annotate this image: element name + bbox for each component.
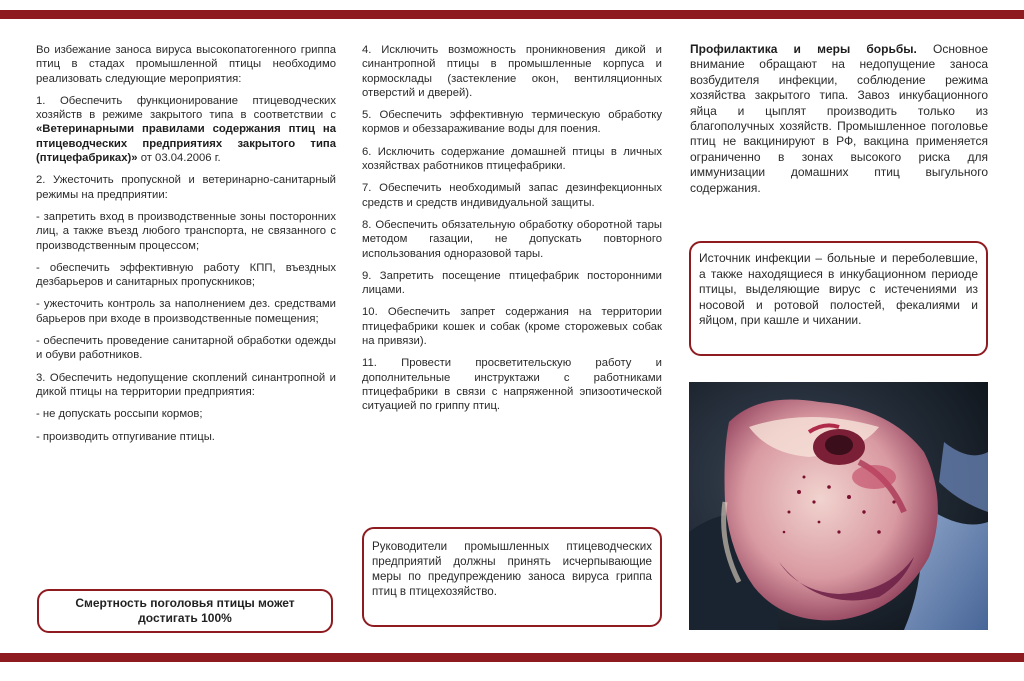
measure-item-2d: - обеспечить проведение санитарной обработки одежды и обуви работников.: [36, 335, 336, 362]
measure-item-9: 9. Запретить посещение птицефабрик посторонними лицами.: [362, 269, 662, 297]
mortality-callout-text: Смертность поголовья птицы может достигать 100%: [75, 596, 295, 625]
measure-item-2: 2. Ужесточить пропускной и ветеринарно-санитарный режимы на предприятии:: [36, 174, 336, 201]
measure-item-6: 6. Исключить содержание домашней птицы в личных хозяйствах работников птицефабрики.: [362, 145, 662, 173]
measure-item-8: 8. Обеспечить обязательную обработку оборотной тары методом газации, не допускать повторного использования одноразовой тары.: [362, 218, 662, 260]
photo-illustration: [689, 382, 988, 630]
column-right: [690, 42, 988, 204]
prevention-heading: Профилактика и меры борьбы.: [690, 42, 917, 56]
infection-source-text: Источник инфекции – больные и переболевшие, а также находящиеся в инкубационном периоде птицы, выделяющие вирус с истечениями из носовой и ротовой полостей, фекалиями и яйцом, при кашле и чихании.: [699, 251, 978, 328]
measure-item-3: 3. Обеспечить недопущение скоплений синантропной и дикой птицы на территории предприятия:: [36, 371, 336, 398]
bottom-accent-bar: [0, 653, 1024, 662]
measure-item-4: 4. Исключить возможность проникновения дикой и синантропной птицы в промышленные корпуса и кормосклады (застекление окон, вентиляционных отверстий и дверей).: [362, 44, 662, 99]
measure-item-2c: - ужесточить контроль за наполнением дез. средствами барьеров при входе в производственные помещения;: [36, 298, 336, 325]
measure-item-1: [36, 94, 336, 165]
prevention-text: Основное внимание обращают на недопущение заноса возбудителя инфекции, соблюдение режима хозяйства закрытого типа. Завоз инкубационного яйца и цыплят производить только из благополучных хозяйств. Промышленное поголовье птиц не вакцинируют в РФ, вакцина применяется ограниченно в зонах высокого риска для иммунизации домашних птиц выгульного содержания.: [690, 42, 988, 195]
intro-text: Во избежание заноса вируса высокопатогенного гриппа птиц в стадах промышленной птицы необходимо реализовать следующие мероприятия:: [36, 44, 336, 85]
regulation-date: от 03.04.2006 г.: [140, 152, 221, 165]
measure-item-3a: - не допускать россыпи кормов;: [36, 408, 203, 421]
column-left: [36, 43, 336, 452]
measure-item-1-text: 1. Обеспечить функционирование птицеводческих хозяйств в режиме закрытого типа в соответствии с: [36, 94, 336, 122]
top-accent-bar: [0, 10, 1024, 19]
managers-callout-text: Руководители промышленных птицеводческих предприятий должны принять исчерпывающие меры по предупреждению заноса вируса гриппа птиц в птицехозяйство.: [372, 540, 652, 598]
measure-item-11: 11. Провести просветительскую работу и дополнительные инструктажи с работниками птицефабрики в связи с напряженной эпизоотической ситуацией по гриппу птиц.: [362, 357, 662, 413]
measure-item-7: 7. Обеспечить необходимый запас дезинфекционных средств и средств индивидуальной защиты.: [362, 182, 662, 209]
measure-item-2b: - обеспечить эффективную работу КПП, въездных дезбарьеров и санитарных пропускников;: [36, 261, 336, 289]
measure-item-2a: - запретить вход в производственные зоны посторонних лиц, а также въезд любого транспорта, не связанного с производственным процессом;: [36, 210, 336, 252]
bird-head-lesion-photo: [689, 382, 988, 630]
prevention-paragraph: [690, 42, 988, 196]
measure-item-3b: - производить отпугивание птицы.: [36, 430, 215, 443]
column-middle: [362, 43, 662, 422]
managers-callout: [362, 527, 662, 627]
infection-source-callout: [689, 241, 988, 356]
mortality-callout: [37, 589, 333, 633]
measure-item-10: 10. Обеспечить запрет содержания на территории птицефабрики кошек и собак (кроме сторожевых собак на привязи).: [362, 306, 662, 348]
measure-item-5: 5. Обеспечить эффективную термическую обработку кормов и обеззараживание воды для поения.: [362, 109, 662, 136]
regulation-title: «Ветеринарными правилами содержания птиц на птицеводческих предприятиях закрытого типа (птицефабриках)»: [36, 123, 336, 165]
